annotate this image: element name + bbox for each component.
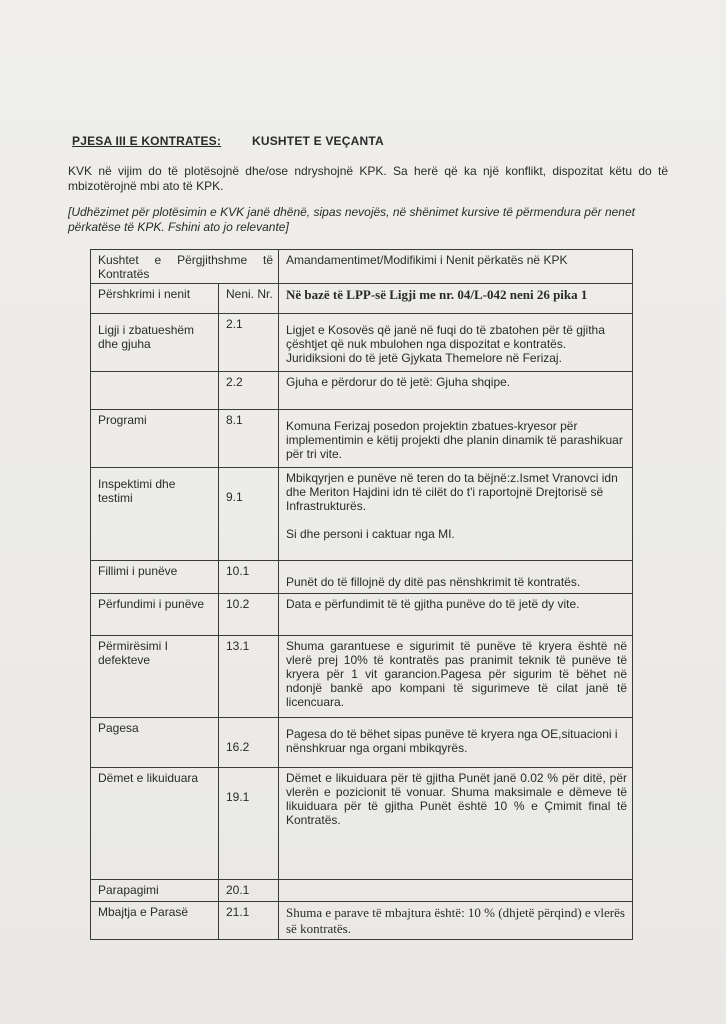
instructions-note: [Udhëzimet për plotësimin e KVK janë dhënë, sipas nevojës, në shënimet kursive të përmendura për nenet përkatëse të KPK. Fshini ato jo relevante] (68, 205, 635, 234)
row-article-nr: 13.1 (219, 636, 279, 718)
table-header-row (91, 250, 633, 284)
row-description: Parapagimi (91, 880, 219, 902)
legal-basis: Në bazë të LPP-së Ligji me nr. 04/L-042 neni 26 pika 1 (279, 284, 633, 314)
table-row (91, 468, 633, 561)
table-row (91, 880, 633, 902)
row-article-nr: 19.1 (219, 768, 279, 880)
table-row (91, 314, 633, 372)
row-description: Ligji i zbatueshëm dhe gjuha (91, 314, 219, 372)
table-row (91, 636, 633, 718)
intro-paragraph: KVK në vijim do të plotësojnë dhe/ose ndryshojnë KPK. Sa herë që ka një konflikt, dispozitat këtu do të mbizotërojnë mbi ato të KPK. (68, 164, 668, 193)
row-description: Përfundimi i punëve (91, 594, 219, 636)
row-article-nr: 16.2 (219, 718, 279, 768)
row-description: Dëmet e likuiduara (91, 768, 219, 880)
row-article-nr: 21.1 (219, 902, 279, 940)
table-row (91, 768, 633, 880)
row-description: Inspektimi dhe testimi (91, 468, 219, 561)
row-article-nr: 20.1 (219, 880, 279, 902)
row-text (279, 468, 633, 561)
table-row (91, 594, 633, 636)
row-article-nr: 9.1 (219, 468, 279, 561)
row-description: Fillimi i punëve (91, 561, 219, 594)
section-part: PJESA III E KONTRATES: (72, 134, 222, 148)
row-text: Ligjet e Kosovës që janë në fuqi do të zbatohen për të gjitha çështjet që nuk mbulohen nga dispozitat e kontratës. Juridiksioni do të jetë Gjykata Themelore në Ferizaj. (279, 314, 633, 372)
row-description (91, 372, 219, 410)
row-text-main: Mbikqyrjen e punëve në teren do ta bëjnë:z.Ismet Vranovci idn dhe Meriton Hajdini idn të cilët do t'i raportojnë Drejtorisë së Infrastrukturës. (286, 471, 618, 513)
row-article-nr: 2.2 (219, 372, 279, 410)
row-description: Programi (91, 410, 219, 468)
row-text: Data e përfundimit të të gjitha punëve do të jetë dy vite. (279, 594, 633, 636)
row-text (279, 880, 633, 902)
table-row (91, 902, 633, 940)
header-amendments: Amandamentimet/Modifikimi i Nenit përkatës në KPK (279, 250, 633, 284)
special-conditions-table (90, 249, 633, 940)
row-text: Komuna Ferizaj posedon projektin zbatues-kryesor për implementimin e këtij projekti dhe planin dinamik të parashikuar për tri vite. (279, 410, 633, 468)
col-article-nr: Neni. Nr. (219, 284, 279, 314)
row-text: Pagesa do të bëhet sipas punëve të kryera nga OE,situacioni i nënshkruar nga organi mbikqyrës. (279, 718, 633, 768)
row-text: Dëmet e likuiduara për të gjitha Punët janë 0.02 % për ditë, për vlerën e pozicionit të vonuar. Shuma maksimale e dëmeve të likuiduara për të gjitha Punët është 10 % e Çmimit final të Kontratës. (279, 768, 633, 880)
table-subheader-row (91, 284, 633, 314)
header-general-conditions: Kushtet e Përgjithshme të Kontratës (91, 250, 279, 284)
row-text: Gjuha e përdorur do të jetë: Gjuha shqipe. (279, 372, 633, 410)
row-description: Mbajtja e Parasë (91, 902, 219, 940)
section-heading (72, 134, 384, 148)
row-text: Shuma e parave të mbajtura është: 10 % (dhjetë përqind) e vlerës së kontratës. (279, 902, 633, 940)
col-description: Përshkrimi i nenit (91, 284, 219, 314)
row-article-nr: 2.1 (219, 314, 279, 372)
section-title: KUSHTET E VEÇANTA (252, 134, 384, 148)
row-description: Pagesa (91, 718, 219, 768)
row-article-nr: 8.1 (219, 410, 279, 468)
row-description: Përmirësimi I defekteve (91, 636, 219, 718)
table-row (91, 372, 633, 410)
table-row (91, 561, 633, 594)
table-row (91, 718, 633, 768)
row-article-nr: 10.1 (219, 561, 279, 594)
row-article-nr: 10.2 (219, 594, 279, 636)
table-row (91, 410, 633, 468)
row-text: Shuma garantuese e sigurimit të punëve të kryera është në vlerë prej 10% të kontratës pas pranimit teknik të punëve të kryera për 1 vit garancion.Pagesa për sigurim të bëhet në ndonjë bankë apo kompani të sigurimeve të cilat janë të licencuara. (279, 636, 633, 718)
row-text: Punët do të fillojnë dy ditë pas nënshkrimit të kontratës. (279, 561, 633, 594)
row-text-extra: Si dhe personi i caktuar nga MI. (286, 527, 455, 541)
